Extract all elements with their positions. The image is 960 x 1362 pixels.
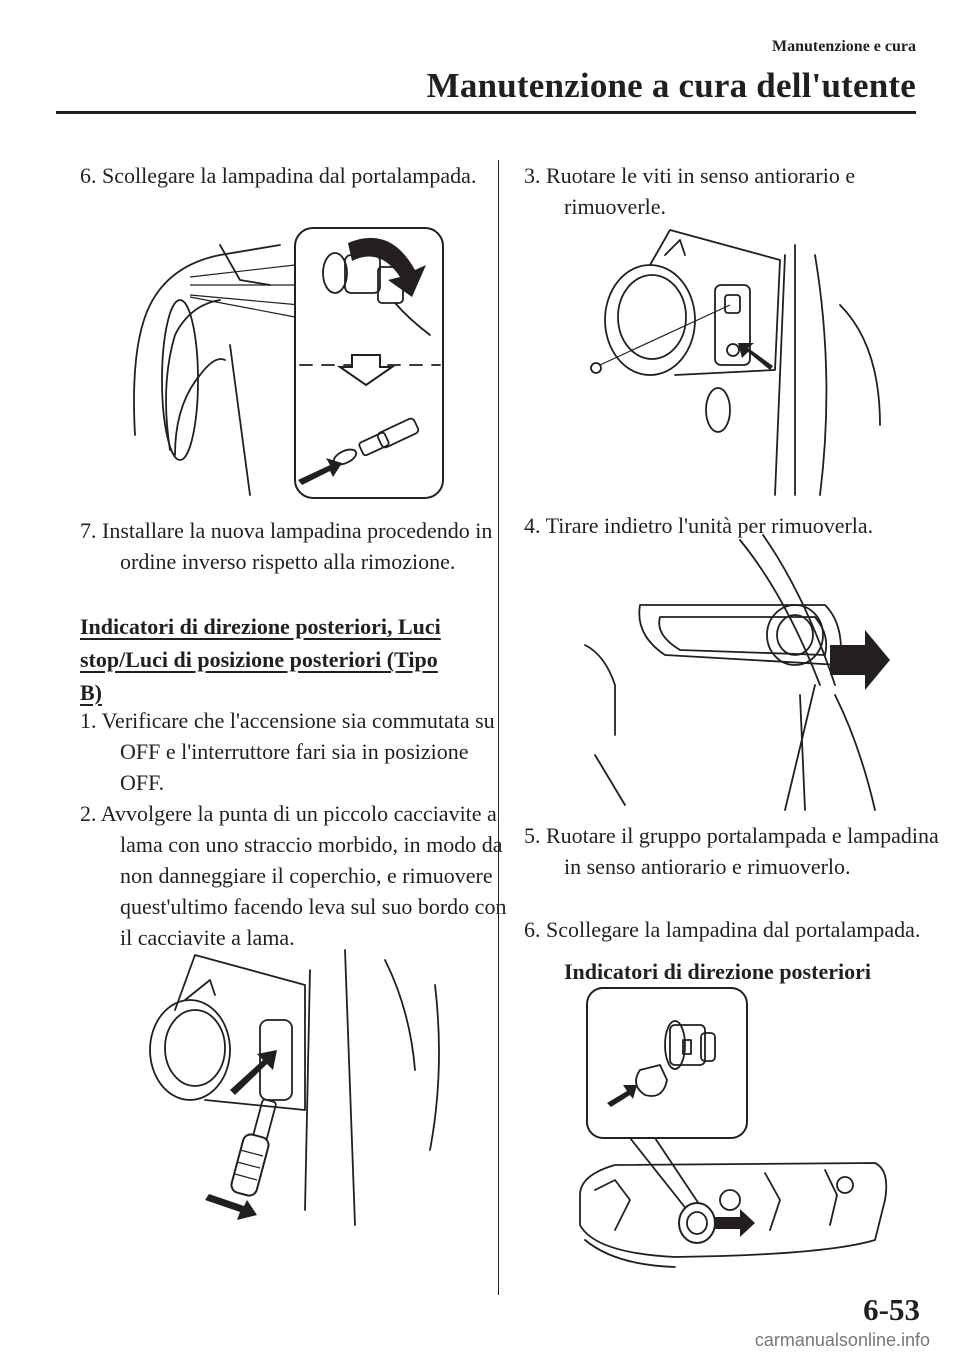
left-step-1: 1. Verificare che l'accensione sia commutata su OFF e l'interruttore fari sia in posizione OFF. (80, 708, 495, 795)
left-step-6: 6. Scollegare la lampadina dal portalampada. (80, 163, 477, 188)
screw-removal-illustration (580, 225, 900, 500)
left-step-2: 2. Avvolgere la punta di un piccolo cacciavite a lama con uno straccio morbido, in modo da non danneggiare il coperchio, e rimuovere quest'ultimo facendo leva sul suo bordo con il cacciavite a lama. (80, 801, 507, 950)
page-title: Manutenzione a cura dell'utente (426, 66, 916, 105)
cover-removal-illustration (145, 950, 475, 1230)
header-rule (56, 111, 916, 114)
left-step-7: 7. Installare la nuova lampadina procedendo in ordine inverso rispetto alla rimozione. (80, 518, 493, 574)
page-number: 6-53 (863, 1292, 920, 1327)
right-step-5: 5. Ruotare il gruppo portalampada e lampadina in senso antiorario e rimuoverlo. (524, 823, 939, 879)
section-heading-tipo-b: Indicatori di direzione posteriori, Luci stop/Luci di posizione posteriori (Tipo B) (80, 614, 441, 705)
watermark: carmanualsonline.info (754, 1330, 930, 1350)
unit-removal-illustration (585, 535, 905, 815)
right-step-4: 4. Tirare indietro l'unità per rimuoverla. (524, 513, 874, 538)
right-step-6: 6. Scollegare la lampadina dal portalampada. (524, 917, 921, 942)
subheading-rear-indicators: Indicatori di direzione posteriori (564, 959, 871, 984)
right-step-3: 3. Ruotare le viti in senso antiorario e rimuoverle. (524, 163, 856, 219)
bulb-disconnect-illustration (130, 225, 445, 500)
header-section-label: Manutenzione e cura (772, 38, 916, 55)
turn-signal-bulb-illustration (575, 985, 895, 1270)
